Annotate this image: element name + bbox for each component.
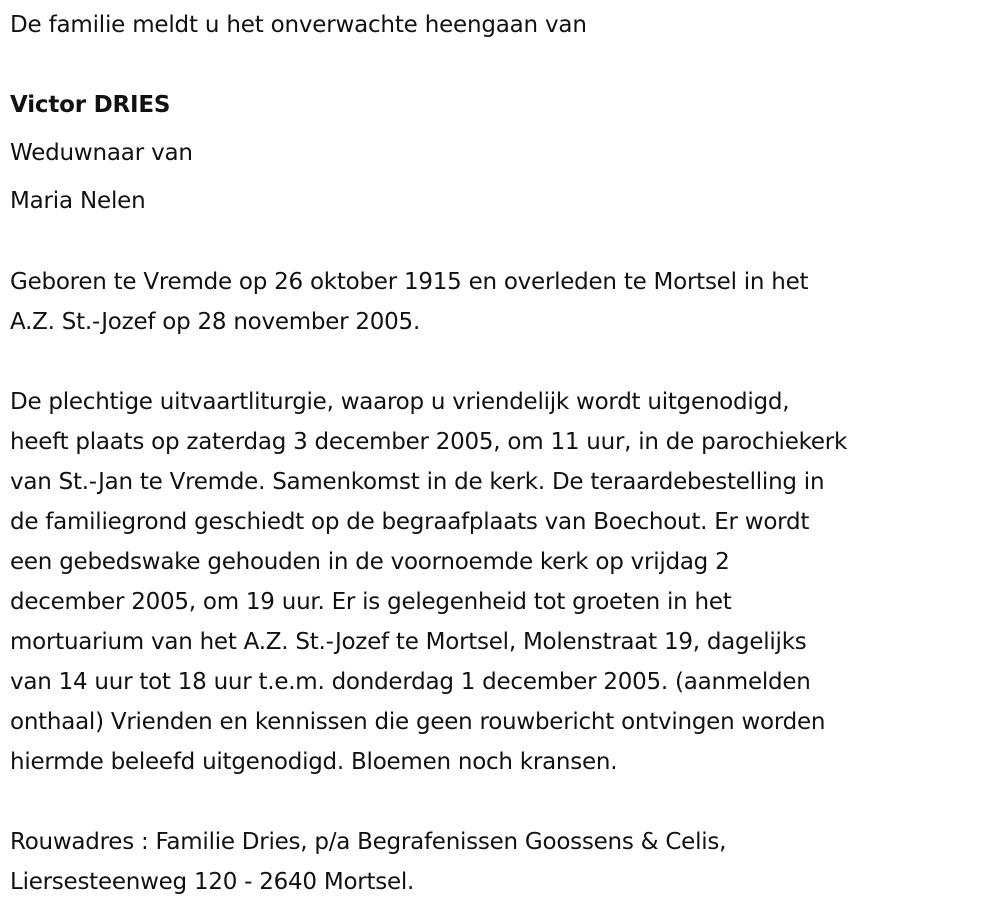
paragraph-line: december 2005, om 19 uur. Er is gelegenheid tot groeten in het <box>10 589 732 615</box>
paragraph-line: heeft plaats op zaterdag 3 december 2005, om 11 uur, in de parochiekerk <box>10 429 848 455</box>
intro-text: De familie meldt u het onverwachte heengaan van <box>10 12 587 38</box>
spouse-name: Maria Nelen <box>10 188 146 214</box>
deceased-name: Victor DRIES <box>10 92 171 118</box>
paragraph-line: Geboren te Vremde op 26 oktober 1915 en overleden te Mortsel in het <box>10 269 809 295</box>
paragraph-line: De plechtige uitvaartliturgie, waarop u vriendelijk wordt uitgenodigd, <box>10 389 790 415</box>
paragraph-line: mortuarium van het A.Z. St.-Jozef te Mortsel, Molenstraat 19, dagelijks <box>10 629 807 655</box>
ceremony-paragraph <box>10 382 995 782</box>
paragraph-line: een gebedswake gehouden in de voornoemde kerk op vrijdag 2 <box>10 549 730 575</box>
paragraph-line: van St.-Jan te Vremde. Samenkomst in de kerk. De teraardebestelling in <box>10 469 825 495</box>
birth-death-paragraph <box>10 262 995 342</box>
paragraph-line: onthaal) Vrienden en kennissen die geen rouwbericht ontvingen worden <box>10 709 826 735</box>
paragraph-line: Liersesteenweg 120 - 2640 Mortsel. <box>10 869 415 895</box>
paragraph-line: Rouwadres : Familie Dries, p/a Begrafenissen Goossens & Celis, <box>10 829 727 855</box>
paragraph-line: de familiegrond geschiedt op de begraafplaats van Boechout. Er wordt <box>10 509 810 535</box>
relation-label: Weduwnaar van <box>10 140 193 166</box>
paragraph-line: A.Z. St.-Jozef op 28 november 2005. <box>10 309 421 335</box>
paragraph-line: hiermde beleefd uitgenodigd. Bloemen noch kransen. <box>10 749 618 775</box>
paragraph-line: van 14 uur tot 18 uur t.e.m. donderdag 1 december 2005. (aanmelden <box>10 669 811 695</box>
address-paragraph <box>10 822 995 902</box>
